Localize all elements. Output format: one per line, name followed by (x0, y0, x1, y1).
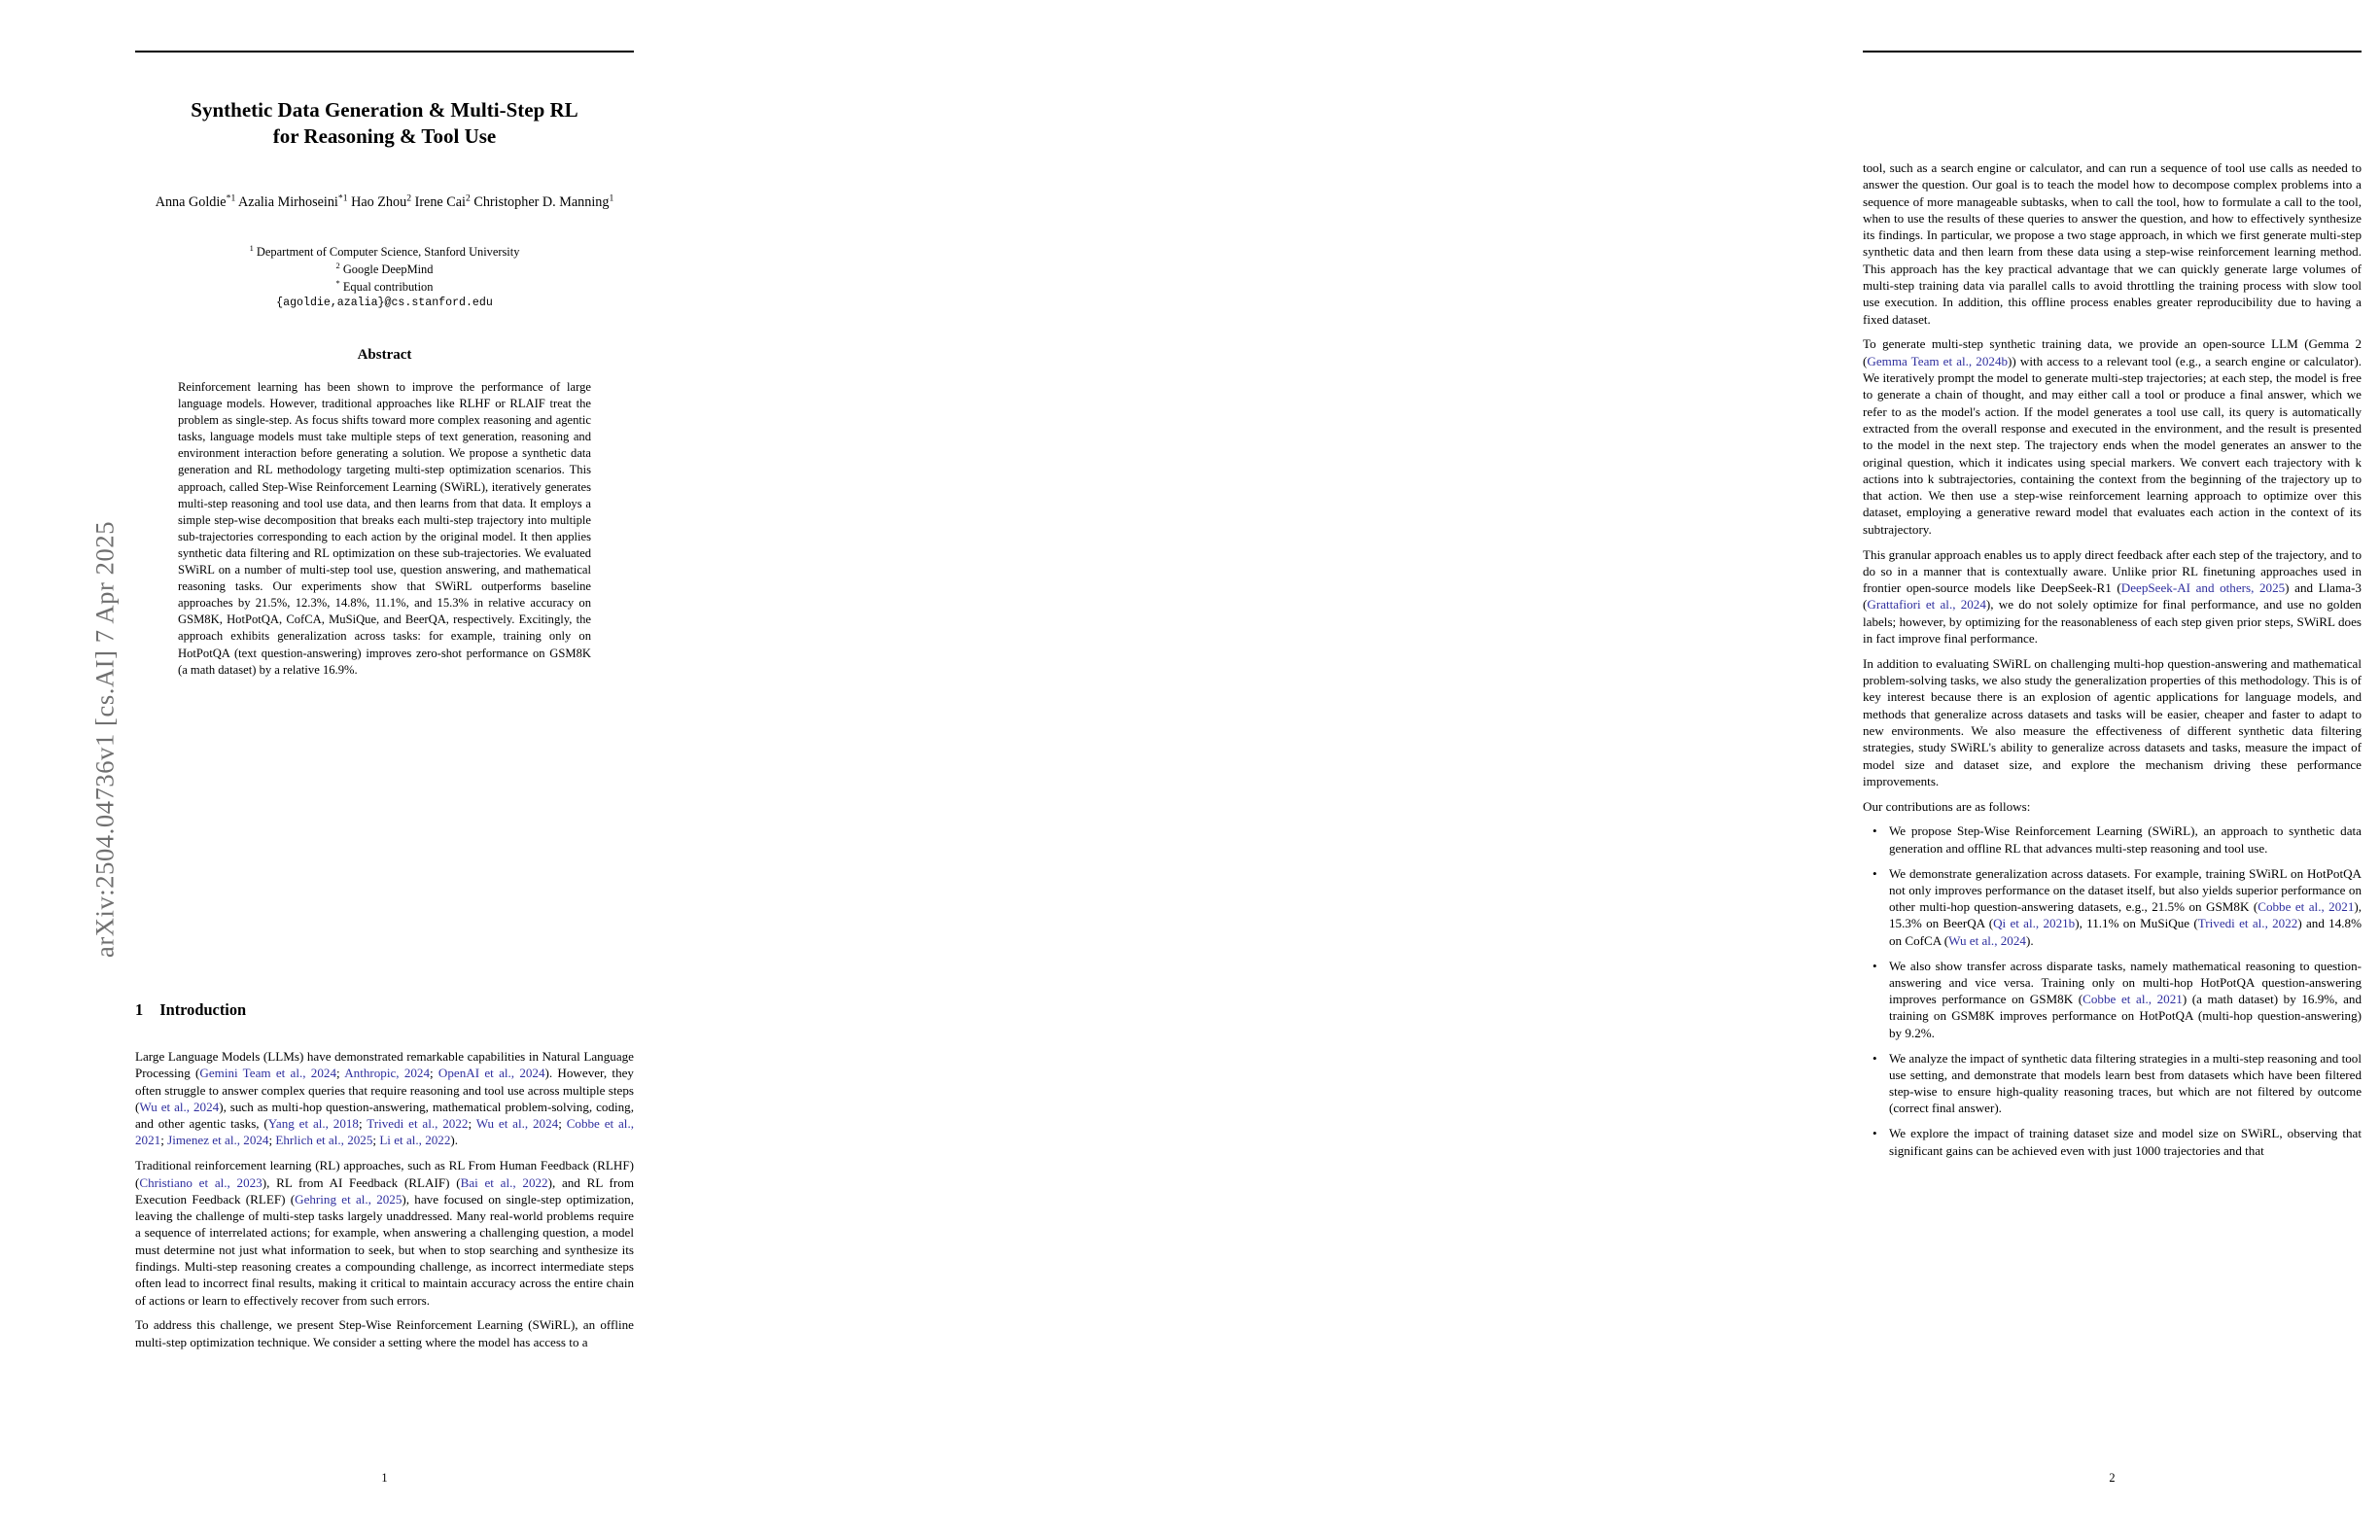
citation-link[interactable]: Li et al., 2022 (379, 1133, 451, 1148)
paragraph (1863, 798, 2362, 815)
affiliation-marker: 1 (249, 242, 254, 253)
affiliation-2 (135, 261, 634, 278)
paragraph (1863, 335, 2362, 538)
citation-link[interactable]: Jimenez et al., 2024 (167, 1133, 269, 1148)
paragraph (1863, 546, 2362, 648)
title-line-2: for Reasoning & Tool Use (272, 124, 497, 148)
citation-link[interactable]: Cobbe et al., 2021 (2082, 992, 2183, 1007)
affiliation-text: Department of Computer Science, Stanford University (253, 245, 520, 259)
body-text-run: In addition to evaluating SWiRL on challenging multi-hop question-answering and mathematical problem-solving tasks, we also study the generalization properties of this methodology. This is of key interest because there is an explosion of agentic applications for language models, and methods that generalize across datasets and tasks will be easier, cheaper and faster to adapt to new environments. We also measure the effectiveness of different synthetic data filtering strategies, study SWiRL's ability to generalize across datasets and tasks, measure the impact of model size and dataset size, and explore the mechanism driving these performance improvements. (1863, 655, 2362, 788)
body-text-run: ). However, they often struggle to answer complex queries that require reasoning and tool use across multiple steps ( (135, 1066, 634, 1114)
contact-email: {agoldie,azalia}@cs.stanford.edu (276, 297, 493, 309)
paragraph (135, 1316, 634, 1350)
body-text-run: We propose Step-Wise Reinforcement Learning (SWiRL), an approach to synthetic data generation and offline RL that advances multi-step reasoning and tool use. (1889, 823, 2362, 856)
page-number: 2 (2109, 1471, 2116, 1485)
paragraph (1863, 655, 2362, 789)
body-text-run: ). (450, 1133, 459, 1148)
body-text-run: Large Language Models (LLMs) have demonstrated remarkable capabilities in Natural Language Processing ( (135, 1049, 634, 1081)
body-text-run: ; (160, 1133, 168, 1148)
page-number: 1 (381, 1471, 388, 1485)
body-text-run: ), have focused on single-step optimization, leaving the challenge of multi-step tasks largely unaddressed. Many real-world problems require a sequence of interrelated actions; for example, when answering a challenging question, a model must determine not just what information to seek, but when to stop searching and synthesize its findings. Multi-step reasoning creates a compounding challenge, as incorrect intermediate steps often lead to incorrect final results, making it critical to maintain accuracy across the entire chain of actions or learn to effectively recover from such errors. (135, 1191, 635, 1308)
affiliation-text: Google DeepMind (339, 262, 434, 277)
author-list (135, 192, 634, 212)
affiliation-note (135, 278, 634, 296)
affiliation-marker: 2 (335, 261, 340, 271)
body-text-run: ), such as multi-hop question-answering, mathematical problem-solving, coding, and other agentic tasks, ( (135, 1099, 635, 1132)
affiliation-1 (135, 243, 634, 261)
citation-link[interactable]: Trivedi et al., 2022 (367, 1116, 469, 1132)
contribution-item (1887, 958, 2362, 1041)
body-text-run: We explore the impact of training dataset size and model size on SWiRL, observing that significant gains can be achieved even with just 1000 trajectories and that (1889, 1126, 2362, 1158)
body-text-run: ), RL from AI Feedback (RLAIF) ( (262, 1174, 461, 1190)
affiliation-block (135, 243, 634, 297)
page-top-rule (135, 51, 634, 52)
section-number: 1 (135, 1000, 144, 1019)
body-text-run: ; (268, 1133, 276, 1148)
citation-link[interactable]: DeepSeek-AI and others, 2025 (2120, 580, 2286, 596)
body-text-run: ) (a math dataset) by 16.9%, and training on GSM8K improves performance on HotPotQA (multi-hop question-answering) by 9.2%. (1889, 992, 2362, 1040)
body-text-run: ; (430, 1066, 438, 1081)
author-name: Christopher D. Manning (470, 194, 610, 210)
citation-link[interactable]: Yang et al., 2018 (267, 1116, 359, 1132)
author-affiliation-marker: * (226, 192, 231, 204)
body-text-run: ), and RL from Execution Feedback (RLEF) ( (135, 1174, 635, 1207)
page-title (135, 97, 634, 150)
body-text-run: ; (372, 1133, 380, 1148)
author-affiliation-marker: 2 (406, 192, 412, 204)
citation-link[interactable]: Trivedi et al., 2022 (2197, 916, 2298, 931)
body-text-run: This granular approach enables us to apply direct feedback after each step of the trajectory, and to do so in a manner that is contextually aware. Unlike prior RL finetuning approaches used in frontier open-source models like DeepSeek-R1 ( (1863, 546, 2362, 596)
body-text-run: ; (336, 1066, 345, 1081)
citation-link[interactable]: Gemini Team et al., 2024 (199, 1066, 336, 1081)
abstract-text: Reinforcement learning has been shown to improve the performance of large language models. However, traditional approaches like RLHF or RLAIF treat the problem as single-step. As focus shifts toward more complex reasoning and agentic tasks, language models must take multiple steps of text generation, reasoning and environment interaction before generating a solution. We propose a synthetic data generation and RL methodology targeting multi-step optimization scenarios. This approach, called Step-Wise Reinforcement Learning (SWiRL), iteratively generates multi-step reasoning and tool use data, and then learns from that data. It employs a simple step-wise decomposition that breaks each multi-step trajectory into multiple sub-trajectories corresponding to each action by the original model. It then applies synthetic data filtering and RL optimization on these sub-trajectories. We evaluated SWiRL on a number of multi-step tool use, question answering, and mathematical reasoning tasks. Our experiments show that SWiRL outperforms baseline approaches by 21.5%, 12.3%, 14.8%, 11.1%, and 15.3% in relative accuracy on GSM8K, HotPotQA, CofCA, MuSiQue, and BeerQA, respectively. Excitingly, the approach exhibits generalization across tasks: for example, training only on HotPotQA (text question-answering) improves zero-shot performance on GSM8K (a math dataset) by a relative 16.9%. (178, 380, 591, 677)
citation-link[interactable]: Gemma Team et al., 2024b (1867, 353, 2009, 368)
citation-link[interactable]: OpenAI et al., 2024 (438, 1066, 545, 1081)
citation-link[interactable]: Cobbe et al., 2021 (135, 1116, 634, 1148)
section-title: Introduction (159, 1000, 247, 1019)
author-affiliation-marker: 1 (230, 192, 236, 204)
citation-link[interactable]: Gehring et al., 2025 (295, 1191, 402, 1207)
citation-link[interactable]: Wu et al., 2024 (139, 1099, 220, 1114)
body-text-run: tool, such as a search engine or calculator, and can run a sequence of tool use calls as needed to answer the question. Our goal is to teach the model how to decompose complex problems into a sequence of more manageable subtasks, when to call the tool, how to formulate a call to the tool, when to use the results of these queries to answer the question, and how to effectively synthesize its findings. In particular, we propose a two stage approach, in which we first generate multi-step synthetic data and then learn from these data using a step-wise reinforcement learning method. This approach has the key practical advantage that we can quickly generate large volumes of multi-step training data via parallel calls to avoid throttling the training process with slow tool use execution. In addition, this offline process enables greater reproducibility due to having a fixed dataset. (1863, 160, 2362, 327)
body-text-run: ; (558, 1116, 567, 1132)
contributions-list (1863, 822, 2362, 1158)
citation-link[interactable]: Wu et al., 2024 (475, 1116, 559, 1132)
body-text-run: Our contributions are as follows: (1863, 798, 2031, 814)
contribution-item (1887, 865, 2362, 949)
citation-link[interactable]: Wu et al., 2024 (1948, 932, 2026, 948)
page-top-rule (1863, 51, 2362, 52)
body-text-run: ) and 14.8% on CofCA ( (1889, 916, 2362, 948)
author-affiliation-marker: * (337, 192, 343, 204)
arxiv-stamp: arXiv:2504.04736v1 [cs.AI] 7 Apr 2025 (89, 520, 120, 959)
body-text-run: ; (468, 1116, 476, 1132)
body-text-run: Traditional reinforcement learning (RL) approaches, such as RL From Human Feedback (RLHF) ( (135, 1158, 634, 1190)
paragraph (1863, 159, 2362, 328)
body-text-run: We analyze the impact of synthetic data filtering strategies in a multi-step reasoning and tool use setting, and demonstrate that models learn best from datasets which have been filtered step-wise to ensure high-quality reasoning traces, but which are not filtered by outcome (correct final answer). (1889, 1050, 2362, 1116)
author-affiliation-marker: 1 (342, 192, 348, 204)
body-text-run: ), 11.1% on MuSiQue ( (2075, 916, 2198, 931)
affiliation-marker: * (335, 278, 340, 289)
citation-link[interactable]: Grattafiori et al., 2024 (1867, 597, 1986, 612)
page-2 (1190, 0, 2380, 1540)
contribution-item (1887, 822, 2362, 857)
affiliation-text: Equal contribution (339, 280, 434, 295)
contribution-item (1887, 1050, 2362, 1117)
paragraph (135, 1157, 634, 1309)
abstract-heading: Abstract (357, 347, 412, 363)
citation-link[interactable]: Ehrlich et al., 2025 (275, 1133, 373, 1148)
body-text-run: To address this challenge, we present Step-Wise Reinforcement Learning (SWiRL), an offline multi-step optimization technique. We consider a setting where the model has access to a (135, 1317, 634, 1349)
author-affiliation-marker: 2 (465, 192, 471, 204)
author-name: Azalia Mirhoseini (235, 194, 338, 210)
author-name: Irene Cai (411, 194, 466, 210)
body-text-run: ), we do not solely optimize for final performance, and use no golden labels; however, by optimizing for the reasonableness of each step given prior steps, SWiRL does in fact improve final performance. (1863, 597, 2362, 647)
body-text-run: To generate multi-step synthetic training data, we provide an open-source LLM (Gemma 2 ( (1863, 336, 2362, 368)
contribution-item (1887, 1125, 2362, 1159)
body-text-run: ; (358, 1116, 368, 1132)
author-name: Anna Goldie (155, 194, 227, 210)
body-text-run: )) with access to a relevant tool (e.g., a search engine or calculator). We iteratively prompt the model to generate multi-step trajectories; at each step, the model is free to generate a chain of thought, and may either call a tool or produce a final answer, which we refer to as the model's action. If the model generates a tool use call, its query is automatically extracted from the overall response and executed in the environment, and the result is presented to the model in the next step. The trajectory ends when the model generates an answer to the original question, which it indicates using special markers. We convert each trajectory with k actions into k subtrajectories, containing the context from the beginning of the trajectory up to that action. We then use a step-wise reinforcement learning approach to optimize over this dataset, employing a generative reward model that evaluates each action in the context of its subtrajectory. (1863, 353, 2362, 537)
citation-link[interactable]: Cobbe et al., 2021 (2258, 899, 2355, 915)
page-2-body (1863, 159, 2362, 1167)
body-text-run: ), 15.3% on BeerQA ( (1889, 899, 2362, 931)
body-text-run: ). (2025, 932, 2034, 948)
body-text-run: ) and Llama-3 ( (1863, 580, 2362, 612)
paragraph (135, 1048, 634, 1149)
author-name: Hao Zhou (347, 194, 407, 210)
citation-link[interactable]: Qi et al., 2021b (1993, 916, 2076, 931)
citation-link[interactable]: Anthropic, 2024 (344, 1066, 431, 1081)
citation-link[interactable]: Bai et al., 2022 (460, 1174, 548, 1190)
title-line-1: Synthetic Data Generation & Multi-Step RL (191, 98, 578, 122)
author-affiliation-marker: 1 (609, 192, 614, 204)
body-text-run: We demonstrate generalization across datasets. For example, training SWiRL on HotPotQA not only improves performance on the dataset itself, but also yields superior performance on other multi-hop question-answering datasets, e.g., 21.5% on GSM8K ( (1889, 865, 2362, 915)
introduction-body (135, 1048, 634, 1359)
body-text-run: We also show transfer across disparate tasks, namely mathematical reasoning to question-answering and vice versa. Training only on multi-hop HotPotQA question-answering improves performance on GSM8K ( (1889, 958, 2362, 1007)
section-heading-introduction (135, 1000, 634, 1020)
citation-link[interactable]: Christiano et al., 2023 (139, 1174, 262, 1190)
